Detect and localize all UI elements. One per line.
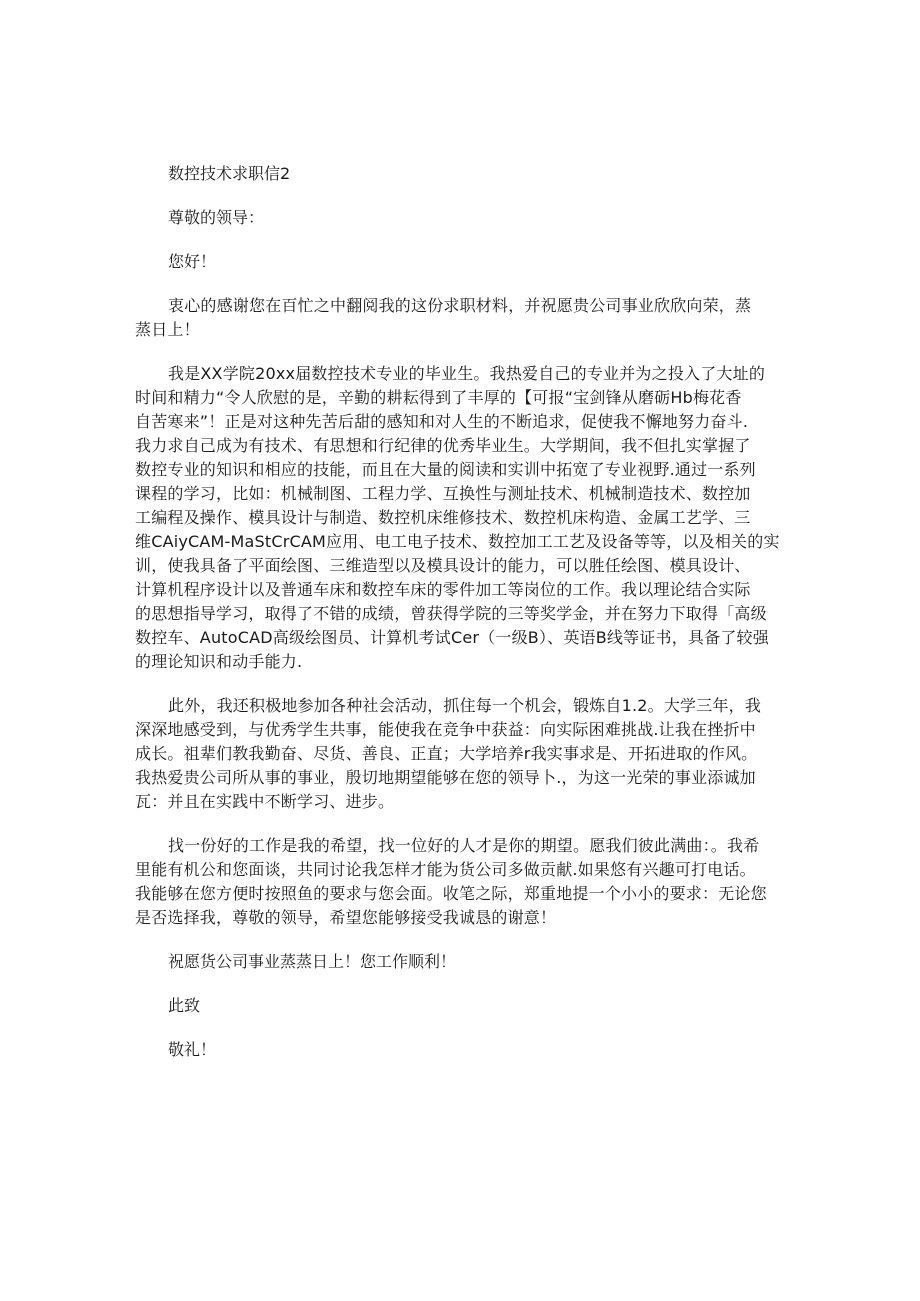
letter-paragraph bbox=[135, 834, 787, 930]
letter-body bbox=[135, 162, 787, 1082]
paragraph-line: 我是XX学院20xx届数控技术专业的毕业生。我热爱自己的专业并为之投入了大址的 bbox=[168, 364, 766, 383]
salutation: 尊敬的领导： bbox=[168, 208, 265, 227]
paragraph-line: 成长。祖辈们教我勤奋、尽货、善良、正直；大学培养r我实事求是、开拓进取的作风。 bbox=[135, 744, 758, 763]
closing-wish: 祝愿货公司事业蒸蒸日上！您工作顺利！ bbox=[168, 952, 457, 971]
letter-paragraph bbox=[135, 294, 787, 342]
paragraph-line: 训，使我具备了平面绘图、三维造型以及模具设计的能力，可以胜任绘图、模具设计、 bbox=[135, 556, 751, 575]
closing-regards: 敬礼！ bbox=[168, 1040, 217, 1059]
paragraph-line: 时间和精力“令人欣慰的是，辛勤的耕耘得到了丰厚的【可报“宝剑锋从磨砺Hb梅花香 bbox=[135, 388, 742, 407]
paragraph-line: 工编程及操作、模具设计与制造、数控机床维修技术、数控机床构造、金属工艺学、三 bbox=[135, 508, 751, 527]
paragraph-line: 我力求自己成为有技术、有思想和行纪律的优秀毕业生。大学期间，我不但扎实掌握了 bbox=[135, 436, 751, 455]
greeting: 您好！ bbox=[168, 252, 217, 271]
paragraph-line: 我能够在您方便时按照鱼的要求与您会面。收笔之际，郑重地提一个小小的要求：无论您 bbox=[135, 884, 767, 903]
closing-salute: 此致 bbox=[168, 996, 201, 1015]
paragraph-line: 数控车、AutoCAD高级绘图员、计算机考试Cer（一级B）、英语B线等证书，具备了较强 bbox=[135, 628, 769, 647]
paragraph-line: 计算机程序设计以及普通车床和数控车床的零件加工等岗位的工作。我以理论结合实际 bbox=[135, 580, 751, 599]
paragraph-line: 数控专业的知识和相应的技能，而且在大量的阅读和实训中拓宽了专业视野.通过一系列 bbox=[135, 460, 756, 479]
letter-paragraphs bbox=[135, 294, 787, 930]
paragraph-line: 里能有机公和您面谈，共同讨论我怎样才能为货公司多做贡献.如果悠有兴趣可打电话。 bbox=[135, 860, 756, 879]
paragraph-line: 是否选择我，尊敬的领导，希望您能够接受我诚恳的谢意！ bbox=[135, 908, 557, 927]
paragraph-line: 我热爱贵公司所从事的事业，殷切地期望能够在您的领导卜.，为这一光荣的事业添诚加 bbox=[135, 768, 756, 787]
paragraph-line: 自苦寒来”！正是对这种先苦后甜的感知和对人生的不断追求，促使我不懈地努力奋斗. bbox=[135, 412, 749, 431]
letter-paragraph bbox=[135, 362, 787, 674]
paragraph-line: 的思想指导学习，取得了不错的成绩，曾获得学院的三等奖学金，并在努力下取得「高级 bbox=[135, 604, 767, 623]
paragraph-line: 课程的学习，比如：机械制图、工程力学、互换性与测址技术、机械制造技术、数控加 bbox=[135, 484, 751, 503]
paragraph-line: 维CAiyCAM-MaStCrCAM应用、电工电子技术、数控加工工艺及设备等等，以及相关的实 bbox=[135, 532, 780, 551]
paragraph-line: 蒸日上！ bbox=[135, 320, 200, 339]
letter-paragraph bbox=[135, 694, 787, 814]
paragraph-line: 的理论知识和动手能力. bbox=[135, 652, 303, 671]
paragraph-line: 深深地感受到，与优秀学生共事，能使我在竞争中获益：向实际困难挑战.让我在挫折中 bbox=[135, 720, 756, 739]
paragraph-line: 衷心的感谢您在百忙之中翻阅我的这份求职材料，并祝愿贵公司事业欣欣向荣，蒸 bbox=[168, 296, 752, 315]
paragraph-line: 瓦：并且在实践中不断学习、进步。 bbox=[135, 792, 395, 811]
paragraph-line: 找一份好的工作是我的希望，找一位好的人才是你的期望。愿我们彼此满曲：。我希 bbox=[168, 836, 760, 855]
paragraph-line: 此外，我还积极地参加各种社会活动，抓住每一个机会，锻炼自1.2。大学三年，我 bbox=[168, 696, 762, 715]
letter-title: 数控技术求职信2 bbox=[168, 164, 291, 183]
